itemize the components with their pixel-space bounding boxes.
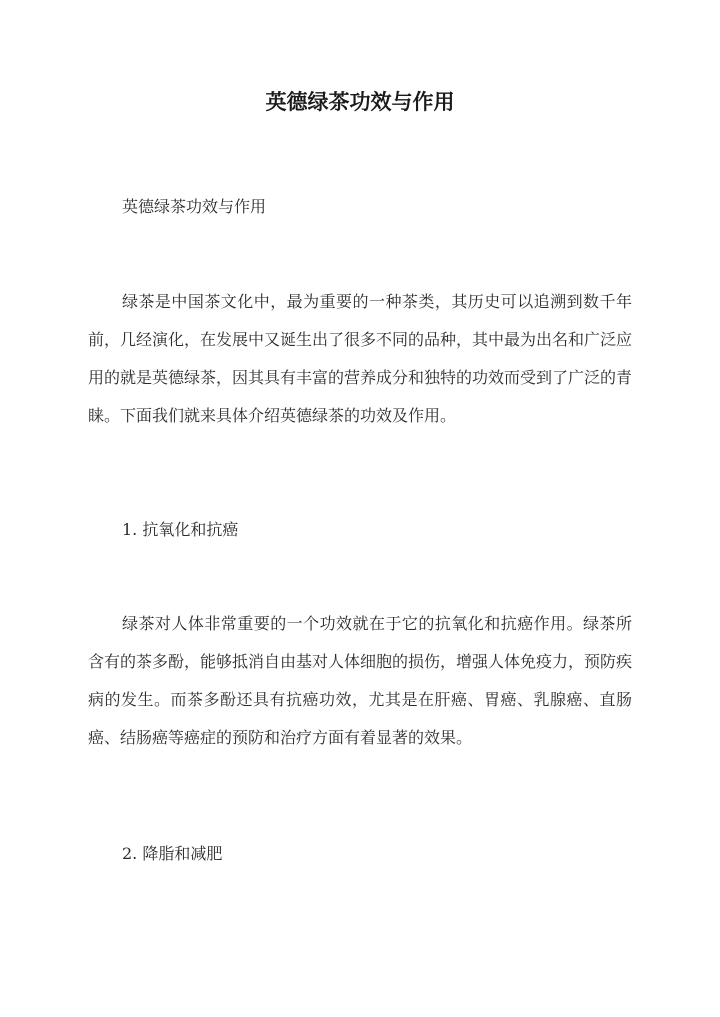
document-title: 英德绿茶功效与作用 <box>265 89 455 114</box>
document-subtitle: 英德绿茶功效与作用 <box>122 197 267 216</box>
section-heading-antioxidant: 1. 抗氧化和抗癌 <box>122 520 239 539</box>
section-heading-lipid: 2. 降脂和减肥 <box>122 844 223 863</box>
antioxidant-paragraph: 绿茶对人体非常重要的一个功效就在于它的抗氧化和抗癌作用。绿茶所含有的茶多酚，能够抵消自由基对人体细胞的损伤，增强人体免疫力，预防疾病的发生。而茶多酚还具有抗癌功效，尤其是在肝癌、胃癌、乳腺癌、直肠癌、结肠癌等癌症的预防和治疗方面有着显著的效果。 <box>88 614 633 747</box>
intro-paragraph: 绿茶是中国茶文化中，最为重要的一种茶类，其历史可以追溯到数千年前，几经演化，在发展中又诞生出了很多不同的品种，其中最为出名和广泛应用的就是英德绿茶，因其具有丰富的营养成分和独特的功效而受到了广泛的青睐。下面我们就来具体介绍英德绿茶的功效及作用。 <box>88 292 633 425</box>
